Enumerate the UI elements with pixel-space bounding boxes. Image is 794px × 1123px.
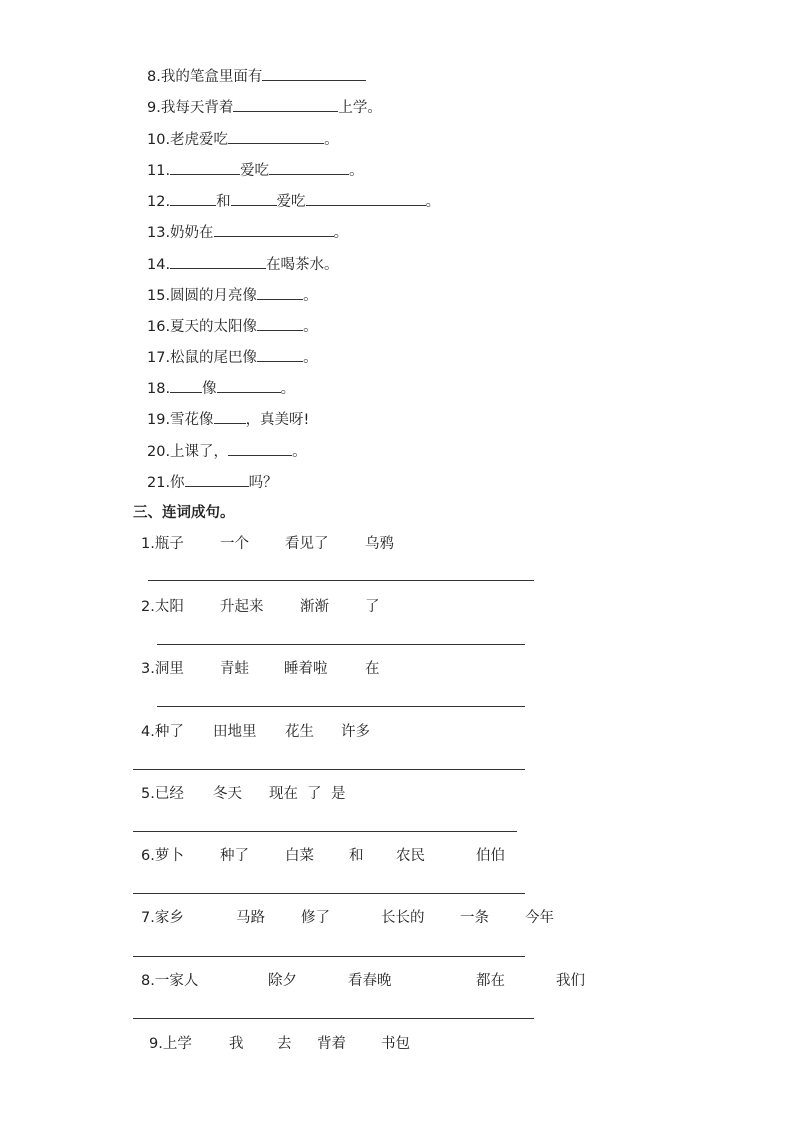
word: 长长的	[381, 910, 425, 926]
answer-blank[interactable]	[228, 129, 324, 144]
item-text: 爱吃	[276, 194, 306, 210]
fill-item-10	[147, 129, 339, 150]
answer-blank[interactable]	[257, 347, 303, 362]
word: 冬天	[213, 786, 242, 802]
item-text: 在喝茶水。	[266, 257, 339, 273]
word: 是	[331, 786, 346, 802]
sentence-question-2	[141, 597, 380, 617]
word: 我们	[556, 973, 585, 989]
item-text: 爱吃	[240, 163, 270, 179]
word: 2.太阳	[141, 599, 184, 615]
answer-line[interactable]	[133, 831, 517, 832]
fill-item-15	[147, 285, 318, 306]
item-text: 。	[292, 444, 307, 460]
word: 渐渐	[300, 599, 329, 615]
word: 农民	[396, 848, 425, 864]
item-text: 9.我每天背着	[147, 100, 234, 116]
word: 了	[307, 786, 322, 802]
word: 9.上学	[149, 1036, 192, 1052]
sentence-question-9	[149, 1034, 410, 1054]
sentence-question-4	[141, 722, 370, 742]
answer-blank[interactable]	[233, 97, 338, 112]
word: 背着	[317, 1036, 346, 1052]
answer-blank[interactable]	[217, 378, 281, 393]
word: 伯伯	[476, 848, 505, 864]
word: 花生	[285, 724, 314, 740]
word: 6.萝卜	[141, 848, 184, 864]
item-text: 。	[303, 288, 318, 304]
item-text: 。	[333, 225, 349, 241]
item-text: 像	[202, 381, 217, 397]
word: 在	[365, 661, 380, 677]
word: 了	[365, 599, 380, 615]
item-text: 。	[425, 194, 441, 210]
answer-line[interactable]	[133, 893, 525, 894]
item-text: 17.松鼠的尾巴像	[147, 350, 258, 366]
word: 1.瓶子	[141, 536, 184, 552]
word: 一条	[460, 910, 489, 926]
word: 和	[349, 848, 364, 864]
word: 看春晚	[348, 973, 392, 989]
sentence-question-3	[141, 659, 380, 679]
answer-blank[interactable]	[257, 285, 303, 300]
fill-item-18	[147, 378, 295, 399]
fill-item-11	[147, 160, 364, 181]
answer-blank[interactable]	[214, 409, 246, 424]
word: 马路	[236, 910, 265, 926]
fill-item-19	[147, 409, 309, 430]
fill-item-20	[147, 441, 307, 462]
word: 去	[277, 1036, 292, 1052]
item-text: 10.老虎爱吃	[147, 132, 229, 148]
item-text: 19.雪花像	[147, 412, 214, 428]
fill-item-17	[147, 347, 318, 368]
answer-blank[interactable]	[269, 160, 349, 175]
item-text: 13.奶奶在	[147, 225, 214, 241]
sentence-question-8	[141, 971, 585, 991]
item-text: 15.圆圆的月亮像	[147, 288, 258, 304]
word: 许多	[341, 724, 370, 740]
answer-line[interactable]	[157, 706, 525, 707]
item-text: 20.上课了，	[147, 444, 229, 460]
item-text: 吗？	[248, 475, 278, 491]
fill-item-21	[147, 472, 278, 493]
word: 现在	[269, 786, 298, 802]
section-heading: 三、连词成句。	[133, 505, 235, 521]
item-text: 。	[324, 132, 339, 148]
answer-blank[interactable]	[185, 472, 249, 487]
item-text: 14.	[147, 257, 171, 273]
answer-blank[interactable]	[306, 191, 426, 206]
sentence-question-1	[141, 534, 394, 554]
fill-item-8	[147, 66, 366, 87]
word: 青蛙	[220, 661, 249, 677]
word: 种了	[220, 848, 249, 864]
word: 除夕	[268, 973, 297, 989]
word: 都在	[476, 973, 505, 989]
word: 一个	[220, 536, 249, 552]
answer-line[interactable]	[133, 1018, 534, 1019]
word: 书包	[381, 1036, 410, 1052]
word: 睡着啦	[284, 661, 328, 677]
item-text: 。	[303, 350, 318, 366]
sentence-question-7	[141, 908, 554, 928]
word: 我	[229, 1036, 244, 1052]
answer-blank[interactable]	[170, 254, 266, 269]
item-text: 18.	[147, 381, 171, 397]
item-text: 。	[280, 381, 296, 397]
word: 升起来	[220, 599, 264, 615]
word: 7.家乡	[141, 910, 184, 926]
answer-blank[interactable]	[170, 191, 216, 206]
answer-blank[interactable]	[231, 191, 277, 206]
item-text: 8.我的笔盒里面有	[147, 69, 263, 85]
word: 乌鸦	[365, 536, 394, 552]
fill-item-14	[147, 254, 339, 275]
sentence-question-6	[141, 846, 505, 866]
word: 白菜	[285, 848, 314, 864]
answer-line[interactable]	[157, 644, 525, 645]
answer-blank[interactable]	[170, 378, 202, 393]
answer-blank[interactable]	[262, 66, 366, 81]
word: 3.洞里	[141, 661, 184, 677]
sentence-question-5	[141, 784, 346, 804]
word: 田地里	[213, 724, 257, 740]
answer-blank[interactable]	[214, 222, 334, 237]
item-text: 16.夏天的太阳像	[147, 319, 258, 335]
answer-blank[interactable]	[170, 160, 240, 175]
word: 修了	[301, 910, 330, 926]
answer-line[interactable]	[148, 580, 534, 581]
item-text: ，真美呀!	[245, 412, 310, 428]
word: 4.种了	[141, 724, 184, 740]
fill-item-16	[147, 316, 318, 337]
word: 看见了	[285, 536, 329, 552]
item-text: 。	[349, 163, 364, 179]
fill-item-12	[147, 191, 440, 212]
item-text: 11.	[147, 163, 171, 179]
answer-line[interactable]	[133, 769, 525, 770]
item-text: 12.	[147, 194, 171, 210]
answer-blank[interactable]	[257, 316, 303, 331]
fill-item-13	[147, 222, 348, 243]
answer-blank[interactable]	[228, 441, 292, 456]
word: 5.已经	[141, 786, 184, 802]
item-text: 和	[216, 194, 231, 210]
item-text: 21.你	[147, 475, 185, 491]
item-text: 。	[303, 319, 318, 335]
item-text: 上学。	[338, 100, 382, 116]
word: 今年	[525, 910, 554, 926]
answer-line[interactable]	[133, 956, 525, 957]
fill-item-9	[147, 97, 382, 118]
word: 8.一家人	[141, 973, 199, 989]
